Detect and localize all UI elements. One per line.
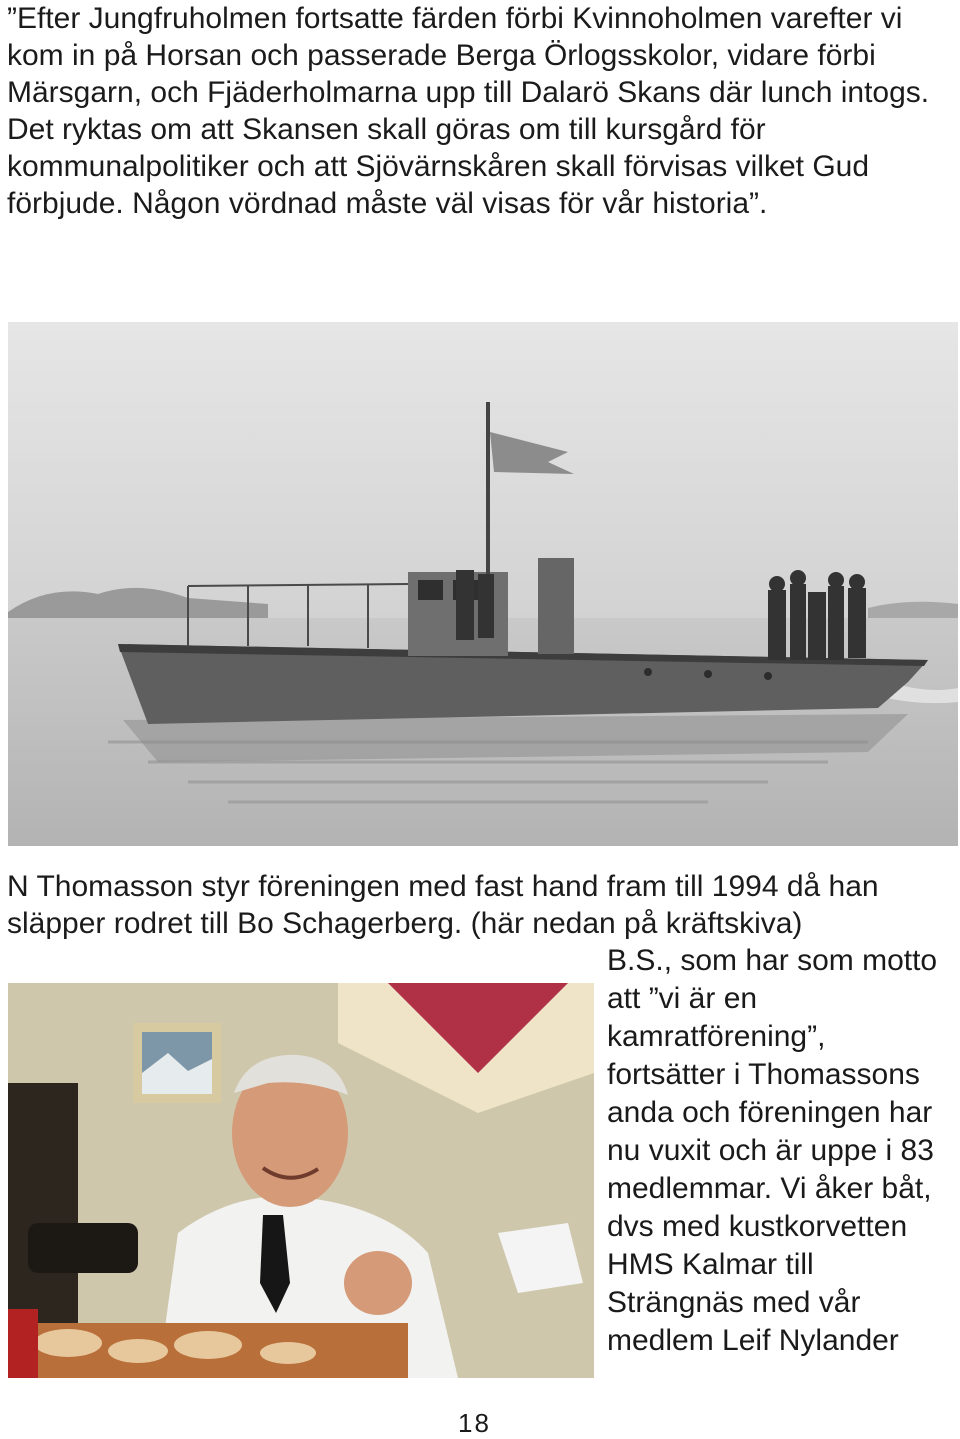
photo-caption: N Thomasson styr föreningen med fast hand fram till 1994 då han släpper rodret till Bo Schagerberg. (här nedan på kräftskiva) [7, 870, 879, 940]
intro-paragraph: ”Efter Jungfruholmen fortsatte färden förbi Kvinnoholmen varefter vi kom in på Horsan och passerade Berga Örlogsskolor, vidare förbi Märsgarn, och Fjäderholmarna upp till Dalarö Skans där lunch intogs. Det ryktas om att Skansen skall göras om till kursgård för kommunalpolitiker och att Sjövärnskåren skall förvisas vilket Gud förbjude. Någon vördnad måste väl visas för vår historia”. [7, 2, 930, 220]
side-text-line: B.S., som har som motto [607, 944, 938, 977]
side-text-line: nu vuxit och är uppe i 83 [607, 1134, 934, 1167]
side-text-line: dvs med kustkorvetten [607, 1210, 908, 1243]
side-text-line: medlem Leif Nylander [607, 1324, 899, 1357]
party-photo [8, 983, 594, 1378]
side-text-line: fortsätter i Thomassons [607, 1058, 920, 1091]
side-text-line: HMS Kalmar till [607, 1248, 814, 1281]
boat-photo [8, 322, 958, 846]
side-text-line: Strängnäs med vår [607, 1286, 861, 1319]
page-number: 18 [458, 1408, 491, 1438]
side-text-line: kamratförening”, [607, 1020, 826, 1053]
side-text-line: att ”vi är en [607, 982, 758, 1015]
side-text-line: anda och föreningen har [607, 1096, 933, 1129]
side-text-line: medlemmar. Vi åker båt, [607, 1172, 932, 1205]
